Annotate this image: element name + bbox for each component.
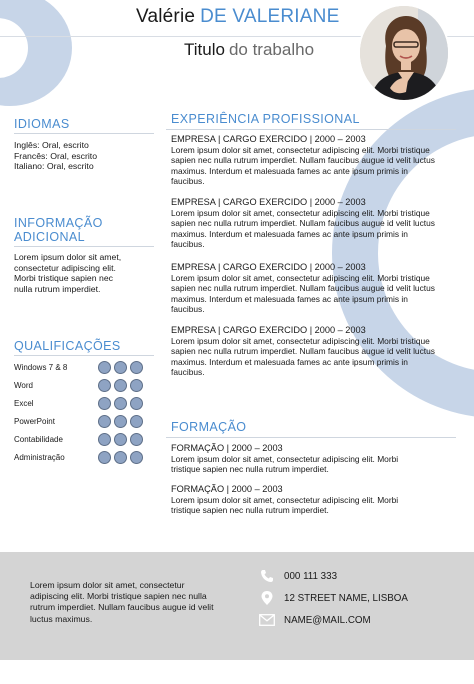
skill-name: Administração — [14, 453, 65, 462]
skill-name: Windows 7 & 8 — [14, 363, 68, 372]
skill-level-dot — [130, 415, 143, 428]
skill-level-dot — [114, 397, 127, 410]
section-divider — [14, 355, 154, 356]
job-heading: EMPRESA | CARGO EXERCIDO | 2000 – 2003 — [171, 197, 366, 207]
skill-name: Word — [14, 381, 33, 390]
idiomas-item: Italiano: Oral, escrito — [14, 161, 94, 172]
text-line: sapien nec nulla rutrum imperdiet. Nullam faucibus augue id velit luctus — [171, 218, 435, 229]
text-line: sapien nec nulla rutrum imperdiet. Nullam faucibus augue id velit luctus — [171, 155, 435, 166]
job-title-part-1: Titulo — [184, 40, 225, 59]
skill-level-dot — [130, 433, 143, 446]
text-line: faucibus. — [171, 239, 205, 250]
text-line: nulla rutrum imperdiet. — [14, 283, 101, 294]
text-line: maximus. Interdum et malesuada fames ac ante ipsum primis in — [171, 356, 408, 367]
text-line: Morbi tristique sapien nec — [14, 273, 113, 284]
email-text: NAME@MAIL.COM — [284, 614, 371, 626]
skill-level — [98, 361, 143, 374]
text-line: rutrum imperdiet. Nullam faucibus augue id velit — [30, 602, 214, 613]
address-text: 12 STREET NAME, LISBOA — [284, 592, 408, 604]
text-line: Lorem ipsum dolor sit amet, consectetur adipiscing elit. Morbi — [171, 454, 399, 464]
text-line: Lorem ipsum dolor sit amet, consectetur adipiscing elit. Morbi tristique — [171, 145, 430, 155]
text-line: maximus. Interdum et malesuada fames ac ante ipsum primis in — [171, 228, 408, 239]
profile-photo — [358, 4, 450, 102]
job-description — [171, 208, 461, 250]
skill-level-dot — [98, 379, 111, 392]
job-title-part-2: do trabalho — [228, 40, 315, 59]
section-title-line: ADICIONAL — [14, 230, 85, 244]
text-line: Lorem ipsum dolor sit amet, consectetur — [30, 580, 185, 590]
text-line: adipiscing elit. Morbi tristique sapien nec nulla — [30, 591, 207, 602]
phone-number: 000 111 333 — [284, 570, 338, 582]
footer-summary — [30, 580, 214, 625]
skill-level-dot — [98, 433, 111, 446]
text-line: sapien nec nulla rutrum imperdiet. Nullam faucibus augue id velit luctus — [171, 346, 435, 357]
text-line: tristique sapien nec nulla rutrum imperdiet. — [171, 505, 329, 516]
formacao-entry — [171, 443, 461, 475]
text-line: faucibus. — [171, 367, 205, 378]
section-divider — [14, 133, 154, 134]
skill-level-dot — [114, 433, 127, 446]
informacao-text — [14, 252, 121, 294]
skill-level-dot — [114, 379, 127, 392]
text-line: faucibus. — [171, 304, 205, 315]
job-entry — [171, 197, 461, 250]
section-title-experiencia: EXPERIÊNCIA PROFISSIONAL — [171, 112, 360, 126]
skill-row — [14, 379, 154, 397]
skill-row — [14, 361, 154, 379]
skill-name: Contabilidade — [14, 435, 63, 444]
formacao-description — [171, 495, 461, 516]
section-title-idiomas: IDIOMAS — [14, 117, 70, 131]
job-entry — [171, 134, 461, 187]
skill-level-dot — [114, 451, 127, 464]
job-description — [171, 336, 461, 378]
last-name: DE VALERIANE — [200, 6, 340, 27]
text-line: consectetur adipiscing elit. — [14, 262, 116, 273]
formacao-entry — [171, 484, 461, 516]
skill-level-dot — [130, 397, 143, 410]
section-title-informacao — [14, 216, 103, 244]
skill-level — [98, 397, 143, 410]
text-line: luctus maximus. — [30, 613, 93, 624]
job-description — [171, 273, 461, 315]
text-line: Lorem ipsum dolor sit amet, consectetur adipiscing elit. Morbi — [171, 495, 399, 505]
text-line: Lorem ipsum dolor sit amet, — [14, 252, 122, 262]
skill-level — [98, 415, 143, 428]
idiomas-item: Francês: Oral, escrito — [14, 150, 98, 161]
envelope-icon — [258, 613, 276, 627]
skill-level — [98, 379, 143, 392]
section-divider — [14, 246, 154, 247]
skill-name: Excel — [14, 399, 34, 408]
skill-level-dot — [98, 397, 111, 410]
skill-level — [98, 433, 143, 446]
map-pin-icon — [258, 591, 276, 605]
text-line: tristique sapien nec nulla rutrum imperdiet. — [171, 464, 329, 475]
section-divider — [166, 437, 456, 438]
section-divider — [166, 129, 456, 130]
skill-level-dot — [130, 379, 143, 392]
job-heading: EMPRESA | CARGO EXERCIDO | 2000 – 2003 — [171, 325, 366, 335]
skill-level-dot — [98, 415, 111, 428]
skill-row — [14, 451, 154, 469]
skill-row — [14, 433, 154, 451]
phone-icon — [258, 569, 276, 583]
job-description — [171, 145, 461, 187]
text-line: sapien nec nulla rutrum imperdiet. Nullam faucibus augue id velit luctus — [171, 283, 435, 294]
skill-level — [98, 451, 143, 464]
skill-name: PowerPoint — [14, 417, 55, 426]
text-line: Lorem ipsum dolor sit amet, consectetur adipiscing elit. Morbi tristique — [171, 208, 430, 218]
section-title-qualificacoes: QUALIFICAÇÕES — [14, 339, 121, 353]
formacao-heading: FORMAÇÃO | 2000 – 2003 — [171, 484, 283, 494]
skill-level-dot — [98, 451, 111, 464]
contact-address[interactable] — [258, 591, 408, 605]
text-line: Lorem ipsum dolor sit amet, consectetur adipiscing elit. Morbi tristique — [171, 336, 430, 346]
text-line: maximus. Interdum et malesuada fames ac ante ipsum primis in — [171, 165, 408, 176]
text-line: faucibus. — [171, 176, 205, 187]
skill-level-dot — [130, 451, 143, 464]
skill-row — [14, 397, 154, 415]
formacao-description — [171, 454, 461, 475]
skills-list — [14, 361, 154, 469]
job-heading: EMPRESA | CARGO EXERCIDO | 2000 – 2003 — [171, 134, 366, 144]
text-line: Lorem ipsum dolor sit amet, consectetur adipiscing elit. Morbi tristique — [171, 273, 430, 283]
formacao-heading: FORMAÇÃO | 2000 – 2003 — [171, 443, 283, 453]
contact-phone[interactable] — [258, 569, 337, 583]
job-entry — [171, 262, 461, 315]
job-heading: EMPRESA | CARGO EXERCIDO | 2000 – 2003 — [171, 262, 366, 272]
job-entry — [171, 325, 461, 378]
skill-row — [14, 415, 154, 433]
idiomas-item: Inglês: Oral, escrito — [14, 140, 89, 150]
portrait-illustration — [360, 6, 450, 102]
contact-email[interactable] — [258, 613, 371, 627]
skill-level-dot — [98, 361, 111, 374]
skill-level-dot — [114, 361, 127, 374]
section-title-formacao: FORMAÇÃO — [171, 420, 247, 434]
text-line: maximus. Interdum et malesuada fames ac ante ipsum primis in — [171, 293, 408, 304]
idiomas-list — [14, 140, 97, 172]
job-title — [184, 40, 314, 60]
candidate-name — [136, 6, 339, 28]
skill-level-dot — [114, 415, 127, 428]
skill-level-dot — [130, 361, 143, 374]
first-name: Valérie — [136, 6, 196, 27]
section-title-line: INFORMAÇÃO — [14, 216, 103, 230]
